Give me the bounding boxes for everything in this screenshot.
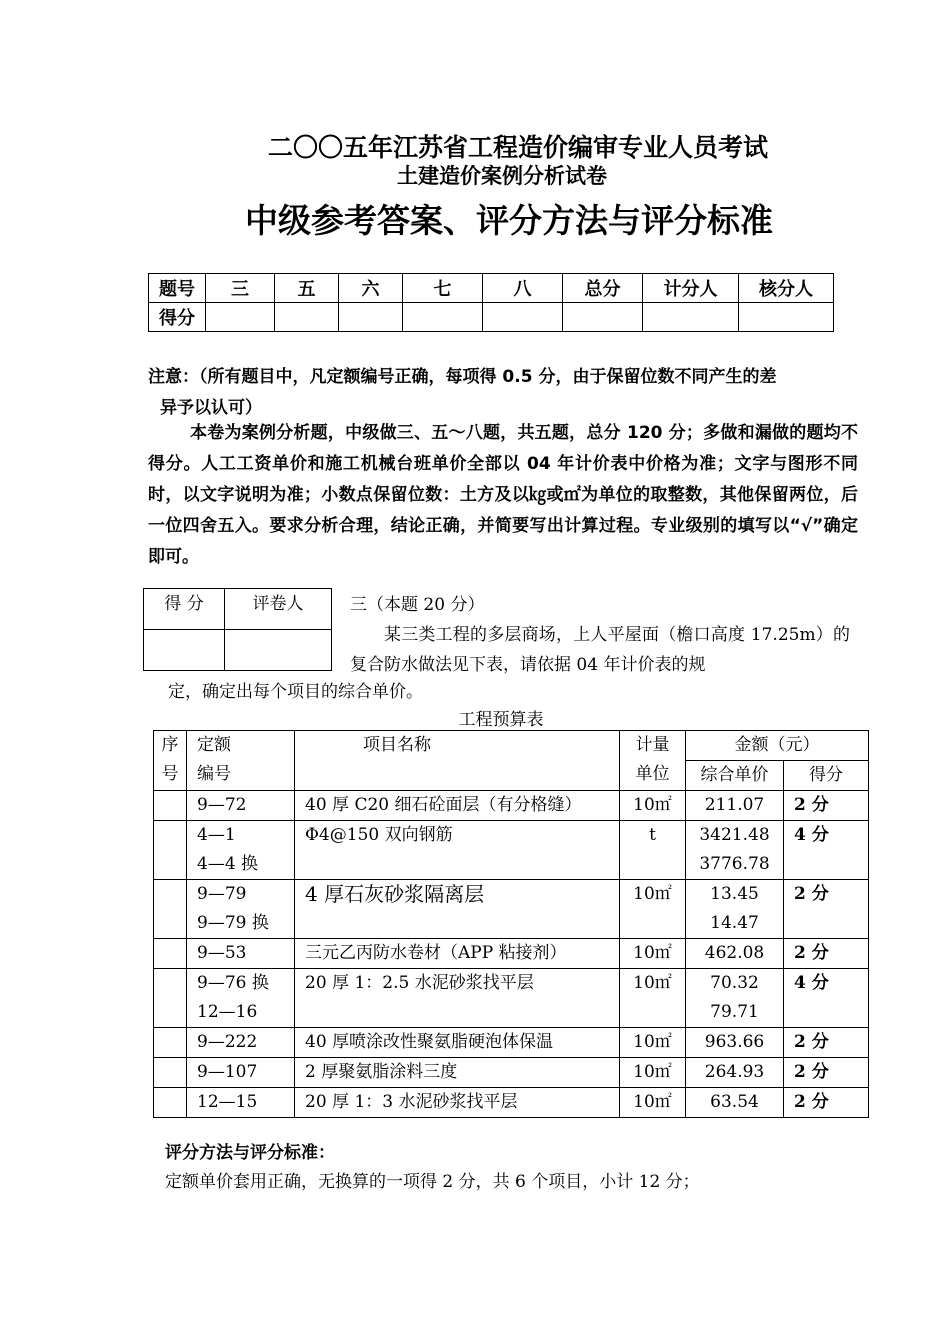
- price-line: 264.93: [704, 1062, 765, 1082]
- score-cell: [483, 303, 563, 332]
- exam-title: 二〇〇五年江苏省工程造价编审专业人员考试: [267, 133, 768, 162]
- code-line: 4—4 换: [197, 854, 259, 874]
- score-cell: [339, 303, 403, 332]
- name-cell: 40 厚 C20 细石砼面层（有分格缝）: [295, 791, 620, 821]
- code-cell: [187, 939, 295, 969]
- price-cell: [686, 791, 784, 821]
- table-row: [154, 880, 869, 939]
- seq-cell: [154, 969, 187, 1028]
- table-row: [154, 821, 869, 880]
- score-cell: 4 分: [784, 821, 869, 880]
- price-line: 79.71: [710, 1002, 759, 1022]
- score-header-cell: 核分人: [739, 274, 834, 303]
- grader-name-label: 评卷人: [225, 589, 332, 630]
- price-line: 462.08: [704, 943, 765, 963]
- code-cell: [187, 1028, 295, 1058]
- header-unit-line1: 计量: [635, 735, 670, 755]
- score-cell: 2 分: [784, 939, 869, 969]
- score-row-label: 得分: [149, 303, 206, 332]
- question-3-tail: 定，确定出每个项目的综合单价。: [168, 682, 423, 702]
- code-cell: [187, 821, 295, 880]
- price-cell: [686, 1088, 784, 1118]
- score-cell: 2 分: [784, 1028, 869, 1058]
- header-code-line2: 编号: [197, 764, 231, 784]
- header-score: 得分: [784, 761, 869, 791]
- score-header-cell: 计分人: [643, 274, 739, 303]
- seq-cell: [154, 1088, 187, 1118]
- name-cell: 4 厚石灰砂浆隔离层: [295, 880, 620, 939]
- code-line: 12—15: [197, 1092, 258, 1112]
- price-cell: [686, 821, 784, 880]
- price-cell: [686, 939, 784, 969]
- standard-line: 定额单价套用正确，无换算的一项得 2 分，共 6 个项目，小计 12 分；: [165, 1172, 700, 1192]
- code-cell: [187, 880, 295, 939]
- header-seq: 序号: [154, 731, 187, 791]
- code-line: 9—107: [197, 1062, 258, 1082]
- header-code-line1: 定额: [197, 735, 231, 755]
- answer-heading: 中级参考答案、评分方法与评分标准: [245, 201, 773, 240]
- price-line: 211.07: [704, 795, 765, 815]
- table-row: [154, 969, 869, 1028]
- price-line: 963.66: [704, 1032, 765, 1052]
- code-line: 9—222: [197, 1032, 258, 1052]
- name-cell: 20 厚 1：2.5 水泥砂浆找平层: [295, 969, 620, 1028]
- score-cell: 2 分: [784, 1088, 869, 1118]
- score-header-cell: 总分: [563, 274, 643, 303]
- price-line: 14.47: [710, 913, 759, 933]
- code-line: 9—72: [197, 795, 247, 815]
- unit-cell: 10㎡: [620, 1058, 686, 1088]
- price-cell: [686, 880, 784, 939]
- score-header-cell: 八: [483, 274, 563, 303]
- score-cell: 2 分: [784, 880, 869, 939]
- code-cell: [187, 969, 295, 1028]
- header-code: [187, 731, 295, 791]
- budget-header-row: [154, 731, 869, 761]
- score-header-cell: 五: [275, 274, 339, 303]
- name-cell: 2 厚聚氨脂涂料三度: [295, 1058, 620, 1088]
- question-3-heading: 三（本题 20 分）: [350, 595, 485, 615]
- budget-table-caption: 工程预算表: [458, 710, 544, 730]
- table-row: [154, 1088, 869, 1118]
- question-3-body: 某三类工程的多层商场，上人平屋面（檐口高度 17.25m）的复合防水做法见下表，请依据 04 年计价表的规: [350, 625, 850, 675]
- intro-paragraph: 本卷为案例分析题，中级做三、五～八题，共五题，总分 120 分；多做和漏做的题均不得分。人工工资单价和施工机械台班单价全部以 04 年计价表中价格为准；文字与图形不同时，以文字说明为准；小数点保留位数：土方及以㎏或㎡为单位的取整数，其他保留两位，后一位四舍五入。要求分析合理，结论正确，并简要写出计算过程。专业级别的填写以“√”确定即可。: [148, 423, 858, 567]
- seq-cell: [154, 821, 187, 880]
- table-row: [154, 1028, 869, 1058]
- header-unit-line2: 单位: [635, 764, 670, 784]
- code-line: 12—16: [197, 1002, 258, 1022]
- table-row: [154, 791, 869, 821]
- seq-cell: [154, 1028, 187, 1058]
- code-cell: [187, 1088, 295, 1118]
- note-line-2: 异予以认可）: [160, 398, 262, 418]
- note-paragraph: [148, 362, 858, 424]
- score-cell: [206, 303, 275, 332]
- score-cell: 2 分: [784, 1058, 869, 1088]
- price-cell: [686, 969, 784, 1028]
- score-cell: [643, 303, 739, 332]
- grader-name-cell: [225, 630, 332, 671]
- name-cell: 20 厚 1：3 水泥砂浆找平层: [295, 1088, 620, 1118]
- name-cell: 三元乙丙防水卷材（APP 粘接剂）: [295, 939, 620, 969]
- score-cell: [403, 303, 483, 332]
- code-cell: [187, 1058, 295, 1088]
- unit-cell: 10㎡: [620, 939, 686, 969]
- score-cell: 2 分: [784, 791, 869, 821]
- grader-score-cell: [144, 630, 225, 671]
- price-line: 13.45: [710, 884, 759, 904]
- header-unit: [620, 731, 686, 791]
- standard-title: 评分方法与评分标准：: [165, 1143, 335, 1163]
- score-cell: 4 分: [784, 969, 869, 1028]
- price-line: 3776.78: [699, 854, 770, 874]
- exam-subtitle: 土建造价案例分析试卷: [397, 164, 607, 188]
- score-header-cell: 题号: [149, 274, 206, 303]
- table-row: [154, 1058, 869, 1088]
- code-line: 9—79 换: [197, 913, 269, 933]
- unit-cell: 10㎡: [620, 1028, 686, 1058]
- name-cell: 40 厚喷涂改性聚氨脂硬泡体保温: [295, 1028, 620, 1058]
- code-cell: [187, 791, 295, 821]
- table-row: [154, 939, 869, 969]
- price-line: 70.32: [710, 973, 759, 993]
- seq-cell: [154, 1058, 187, 1088]
- score-summary-table: [148, 273, 834, 332]
- seq-cell: [154, 939, 187, 969]
- seq-cell: [154, 880, 187, 939]
- price-cell: [686, 1028, 784, 1058]
- price-cell: [686, 1058, 784, 1088]
- score-value-row: [149, 303, 834, 332]
- seq-cell: [154, 791, 187, 821]
- unit-cell: 10㎡: [620, 880, 686, 939]
- header-amount: 金额（元）: [686, 731, 869, 761]
- unit-cell: 10㎡: [620, 969, 686, 1028]
- code-line: 9—53: [197, 943, 247, 963]
- score-cell: [739, 303, 834, 332]
- header-name: 项目名称: [295, 731, 620, 791]
- score-header-row: [149, 274, 834, 303]
- score-header-cell: 六: [339, 274, 403, 303]
- code-line: 9—76 换: [197, 973, 269, 993]
- code-line: 9—79: [197, 884, 247, 904]
- grader-score-label: 得 分: [144, 589, 225, 630]
- unit-cell: 10㎡: [620, 791, 686, 821]
- budget-table: [153, 730, 869, 1118]
- price-line: 3421.48: [699, 825, 770, 845]
- name-cell: Φ4@150 双向钢筋: [295, 821, 620, 880]
- score-cell: [275, 303, 339, 332]
- code-line: 4—1: [197, 825, 236, 845]
- unit-cell: t: [620, 821, 686, 880]
- score-header-cell: 七: [403, 274, 483, 303]
- header-price: 综合单价: [686, 761, 784, 791]
- unit-cell: 10㎡: [620, 1088, 686, 1118]
- price-line: 63.54: [710, 1092, 759, 1112]
- score-header-cell: 三: [206, 274, 275, 303]
- score-cell: [563, 303, 643, 332]
- grader-box: [143, 588, 332, 671]
- note-line-1: 注意：（所有题目中，凡定额编号正确，每项得 0.5 分，由于保留位数不同产生的差: [148, 367, 777, 387]
